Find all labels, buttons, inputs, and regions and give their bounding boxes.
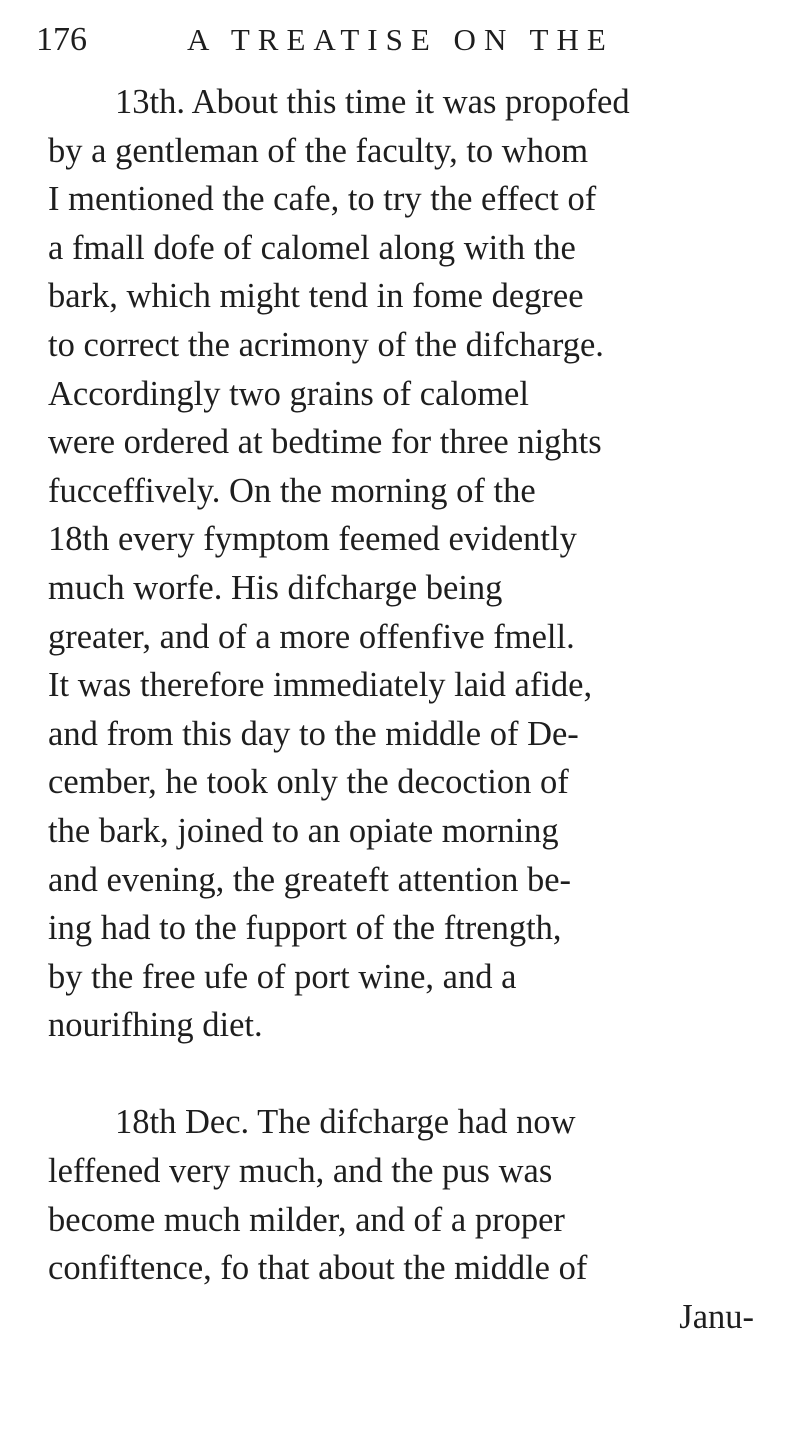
text-line: and from this day to the middle of De- [48, 714, 579, 753]
body-text [48, 78, 776, 1341]
text-line: 18th every fymptom feemed evidently [48, 520, 577, 559]
catchword: Janu- [679, 1297, 754, 1336]
running-head: A TREATISE ON THE [187, 22, 614, 57]
text-line: by the free ufe of port wine, and a [48, 957, 517, 996]
text-line: greater, and of a more offenfive fmell. [48, 617, 575, 656]
paragraph-13th [48, 78, 776, 1050]
text-line: fucceffively. On the morning of the [48, 471, 536, 510]
text-line: leffened very much, and the pus was [48, 1152, 553, 1191]
paragraph-18th-dec [48, 1098, 776, 1292]
text-line: the bark, joined to an opiate morning [48, 811, 559, 850]
text-line: and evening, the greateft attention be- [48, 860, 572, 899]
text-line: 18th Dec. The difcharge had now [115, 1103, 576, 1142]
text-line: I mentioned the cafe, to try the effect of [48, 180, 597, 219]
text-line: It was therefore immediately laid afide, [48, 666, 593, 705]
text-line: ing had to the fupport of the ftrength, [48, 909, 562, 948]
text-line: much worfe. His difcharge being [48, 568, 503, 607]
page-header [36, 18, 760, 62]
text-line: were ordered at bedtime for three nights [48, 423, 602, 462]
text-line: 13th. About this time it was propofed [115, 83, 630, 121]
text-line: nourifhing diet. [48, 1006, 263, 1045]
text-line: bark, which might tend in fome degree [48, 277, 584, 316]
text-line: to correct the acrimony of the difcharge. [48, 325, 604, 364]
text-line: by a gentleman of the faculty, to whom [48, 131, 589, 170]
text-line: become much milder, and of a proper [48, 1200, 565, 1239]
text-line: cember, he took only the decoction of [48, 763, 569, 802]
text-line: a fmall dofe of calomel along with the [48, 228, 576, 267]
page-number: 176 [36, 21, 87, 58]
paragraph-spacer [48, 1050, 776, 1099]
text-line: Accordingly two grains of calomel [48, 374, 529, 413]
text-line: confiftence, fo that about the middle of [48, 1249, 588, 1288]
